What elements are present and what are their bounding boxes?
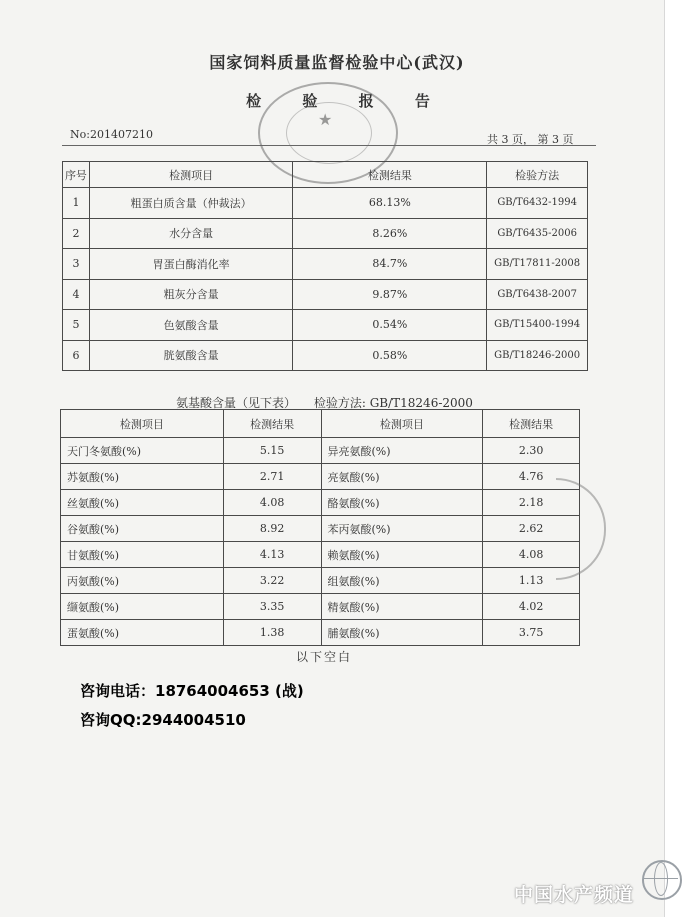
- table-header-row: [61, 410, 580, 438]
- amino-method-text: 检验方法: GB/T18246-2000: [313, 396, 473, 410]
- amino-value: 4.08: [483, 542, 580, 568]
- amino-caption-text: 氨基酸含量（见下表）: [176, 396, 297, 410]
- amino-value: 1.38: [223, 620, 321, 646]
- amino-value: 3.35: [223, 594, 321, 620]
- table-row: [61, 464, 580, 490]
- amino-value: 3.75: [483, 620, 580, 646]
- amino-name: 蛋氨酸(%): [61, 620, 224, 646]
- row-item: 胱氨酸含量: [89, 340, 293, 371]
- header-divider: [62, 145, 596, 146]
- header-method: 检验方法: [487, 162, 588, 188]
- table-row: [61, 516, 580, 542]
- table-row: [61, 620, 580, 646]
- table-row: [63, 188, 588, 219]
- amino-name: 异亮氨酸(%): [321, 438, 483, 464]
- amino-acid-table: [60, 409, 580, 646]
- amino-value: 5.15: [223, 438, 321, 464]
- row-method: GB/T6438-2007: [487, 279, 588, 310]
- header-item-right: 检测项目: [321, 410, 483, 438]
- amino-value: 2.30: [483, 438, 580, 464]
- row-method: GB/T6435-2006: [487, 218, 588, 249]
- table-row: [63, 218, 588, 249]
- table-row: [63, 310, 588, 341]
- row-item: 粗蛋白质含量（仲裁法）: [89, 188, 293, 219]
- row-no: 2: [63, 218, 90, 249]
- header-no: 序号: [63, 162, 90, 188]
- row-result: 0.54%: [293, 310, 487, 341]
- row-no: 3: [63, 249, 90, 280]
- table-row: [61, 542, 580, 568]
- site-watermark: 中国水产频道: [514, 884, 635, 906]
- page-info: 共 3 页， 第 3 页: [487, 133, 574, 146]
- row-result: 9.87%: [293, 279, 487, 310]
- table-row: [61, 438, 580, 464]
- table-row: [63, 249, 588, 280]
- table-row: [63, 279, 588, 310]
- report-number: No:201407210: [70, 128, 153, 141]
- row-item: 水分含量: [89, 218, 293, 249]
- header-result-right: 检测结果: [483, 410, 580, 438]
- amino-value: 3.22: [223, 568, 321, 594]
- star-icon: ★: [318, 110, 333, 129]
- amino-value: 8.92: [223, 516, 321, 542]
- amino-value: 4.13: [223, 542, 321, 568]
- amino-name: 苏氨酸(%): [61, 464, 224, 490]
- amino-value: 4.76: [483, 464, 580, 490]
- row-method: GB/T17811-2008: [487, 249, 588, 280]
- header-result-left: 检测结果: [223, 410, 321, 438]
- amino-name: 缬氨酸(%): [61, 594, 224, 620]
- amino-value: 4.02: [483, 594, 580, 620]
- amino-name: 丝氨酸(%): [61, 490, 224, 516]
- table-header-row: [63, 162, 588, 188]
- amino-name: 组氨酸(%): [321, 568, 483, 594]
- amino-name: 谷氨酸(%): [61, 516, 224, 542]
- end-of-report-note: 以下空白: [296, 650, 353, 664]
- row-result: 8.26%: [293, 218, 487, 249]
- row-item: 色氨酸含量: [89, 310, 293, 341]
- table-row: [63, 340, 588, 371]
- amino-value: 2.71: [223, 464, 321, 490]
- report-title: 检 验 报 告: [246, 92, 448, 110]
- row-no: 5: [63, 310, 90, 341]
- table-row: [61, 568, 580, 594]
- row-item: 胃蛋白酶消化率: [89, 249, 293, 280]
- amino-name: 天门冬氨酸(%): [61, 438, 224, 464]
- globe-logo-icon: [642, 860, 682, 900]
- amino-name: 苯丙氨酸(%): [321, 516, 483, 542]
- row-method: GB/T18246-2000: [487, 340, 588, 371]
- amino-name: 赖氨酸(%): [321, 542, 483, 568]
- amino-value: 1.13: [483, 568, 580, 594]
- row-no: 4: [63, 279, 90, 310]
- institution-title: 国家饲料质量监督检验中心(武汉): [209, 53, 465, 72]
- header-result: 检测结果: [293, 162, 487, 188]
- amino-value: 2.18: [483, 490, 580, 516]
- header-item: 检测项目: [89, 162, 293, 188]
- contact-qq: 咨询QQ:2944004510: [80, 711, 246, 729]
- contact-phone: 咨询电话：18764004653 (战): [80, 682, 304, 700]
- table-row: [61, 490, 580, 516]
- header-item-left: 检测项目: [61, 410, 224, 438]
- row-result: 0.58%: [293, 340, 487, 371]
- amino-name: 酪氨酸(%): [321, 490, 483, 516]
- row-method: GB/T6432-1994: [487, 188, 588, 219]
- row-no: 1: [63, 188, 90, 219]
- amino-name: 甘氨酸(%): [61, 542, 224, 568]
- amino-name: 精氨酸(%): [321, 594, 483, 620]
- table-row: [61, 594, 580, 620]
- amino-value: 4.08: [223, 490, 321, 516]
- row-result: 68.13%: [293, 188, 487, 219]
- row-no: 6: [63, 340, 90, 371]
- amino-value: 2.62: [483, 516, 580, 542]
- row-item: 粗灰分含量: [89, 279, 293, 310]
- amino-name: 脯氨酸(%): [321, 620, 483, 646]
- amino-name: 亮氨酸(%): [321, 464, 483, 490]
- amino-name: 丙氨酸(%): [61, 568, 224, 594]
- partial-seal-icon: [556, 478, 606, 580]
- row-method: GB/T15400-1994: [487, 310, 588, 341]
- main-results-table: [62, 161, 588, 371]
- row-result: 84.7%: [293, 249, 487, 280]
